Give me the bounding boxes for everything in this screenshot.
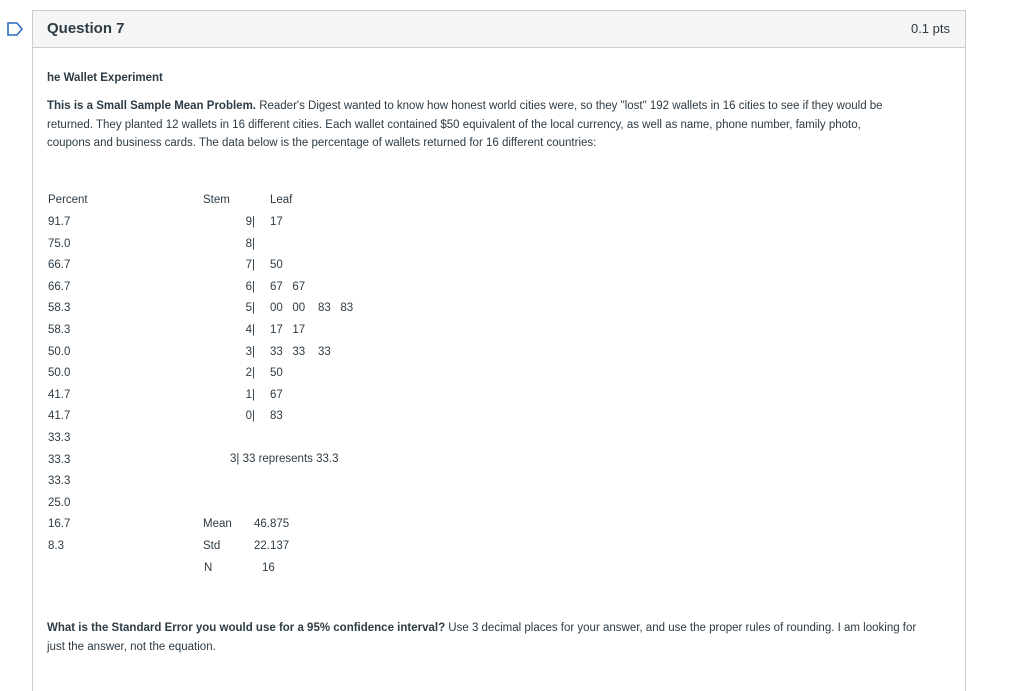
prompt-line1: Use 3 decimal places for your answer, and use the proper rules of rounding. I am looking for <box>445 622 917 634</box>
percent-value: 41.7 <box>48 388 71 401</box>
percent-value: 8.3 <box>48 540 64 552</box>
stat-value: 16 <box>262 562 275 574</box>
stat-label: N <box>204 562 213 574</box>
question-card <box>32 10 966 691</box>
percent-value: 33.3 <box>48 475 71 488</box>
stem-value: 8| <box>245 237 255 250</box>
stem-value: 1| <box>245 388 255 401</box>
percent-value: 41.7 <box>48 410 71 423</box>
question-intro <box>47 97 957 153</box>
stem-value: 5| <box>245 302 255 315</box>
percent-value: 50.0 <box>48 367 71 380</box>
percent-value: 50.0 <box>48 345 71 358</box>
percent-value: 16.7 <box>48 518 71 531</box>
stat-label: Mean <box>203 518 232 530</box>
question-header <box>33 11 965 48</box>
percent-value: 91.7 <box>48 216 71 228</box>
stem-leaf-key: 3| 33 represents 33.3 <box>230 453 339 465</box>
stat-label: Std <box>203 540 221 552</box>
percent-value: 25.0 <box>48 496 71 509</box>
flag-icon[interactable] <box>7 22 23 36</box>
leaf-header: Leaf <box>270 194 293 206</box>
leaf-value: 50 <box>270 367 283 380</box>
percent-value: 33.3 <box>48 453 71 466</box>
leaf-value: 17 <box>270 216 283 228</box>
stem-header: Stem <box>203 194 230 206</box>
percent-header: Percent <box>48 194 88 206</box>
prompt-bold: What is the Standard Error you would use for a 95% confidence interval? <box>47 622 446 634</box>
stat-value: 22.137 <box>254 540 290 552</box>
stem-value: 2| <box>245 367 255 380</box>
percent-value: 66.7 <box>48 259 71 272</box>
leaf-value: 00 00 83 83 <box>270 302 354 315</box>
percent-value: 33.3 <box>48 432 71 444</box>
stem-value: 0| <box>245 410 255 423</box>
question-title: Question 7 <box>47 20 125 37</box>
percent-value: 58.3 <box>48 324 71 336</box>
intro-line1: Reader's Digest wanted to know how honest world cities were, so they "lost" 192 wallets in 16 cities to see if they would be <box>256 100 883 112</box>
leaf-value: 67 67 <box>270 280 306 293</box>
stem-value: 6| <box>245 280 255 293</box>
intro-bold: This is a Small Sample Mean Problem. <box>47 100 256 112</box>
question-prompt <box>47 619 957 656</box>
leaf-value: 67 <box>270 388 283 401</box>
intro-line3: coupons and business cards. The data below is the percentage of wallets returned for 16 different countries: <box>47 137 597 149</box>
prompt-line2: just the answer, not the equation. <box>47 640 216 653</box>
stem-value: 7| <box>245 259 255 272</box>
leaf-value: 50 <box>270 259 283 272</box>
percent-value: 58.3 <box>48 302 71 315</box>
stem-value: 9| <box>245 216 255 228</box>
question-points: 0.1 pts <box>910 21 950 36</box>
stem-value: 3| <box>245 345 255 358</box>
percent-value: 75.0 <box>48 237 71 250</box>
leaf-value: 33 33 33 <box>270 345 331 358</box>
question-heading: he Wallet Experiment <box>47 72 163 84</box>
stat-value: 46.875 <box>254 518 290 530</box>
intro-line2: returned. They planted 12 wallets in 16 different cities. Each wallet contained $50 equivalent of the local currency, as well as name, phone number, family photo, <box>47 118 861 131</box>
stem-value: 4| <box>245 324 255 336</box>
leaf-value: 83 <box>270 410 283 423</box>
leaf-value: 17 17 <box>270 324 306 336</box>
percent-value: 66.7 <box>48 280 71 293</box>
